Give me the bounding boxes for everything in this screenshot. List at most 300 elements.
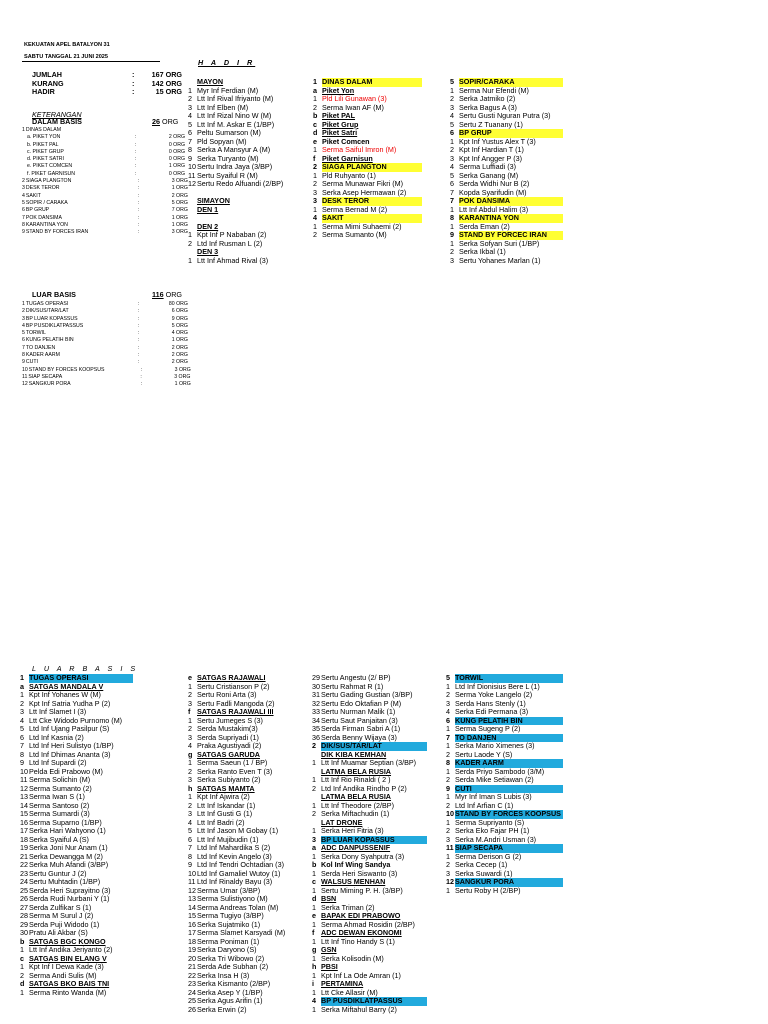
roster-row-text: Ltt Inf Muamar Septian (3/BP)	[321, 758, 417, 767]
summary-item: 3 DESK TEROR : 1 ORG	[22, 185, 188, 192]
roster-row-number: 1	[312, 902, 316, 912]
roster-row-text: Sertu Miming P. H. (3/BP)	[321, 885, 403, 895]
stat-value: 15 ORG	[155, 87, 182, 96]
roster-row-text: Serda Ade Subhan (2)	[197, 962, 269, 971]
roster-row-number: 9	[188, 153, 192, 163]
roster-row-text: Serka A Mansyur A (M)	[197, 145, 271, 154]
roster-row-text: SATGAS MAMTA	[197, 783, 255, 793]
roster-row-text: Ltt Inf Tino Handy S (1)	[321, 936, 395, 946]
roster-row-number: 1	[446, 792, 450, 801]
roster-row-text: Serda Heri Siswanto (3)	[321, 868, 398, 878]
roster-row	[188, 180, 283, 189]
roster-row-number: 18	[188, 936, 196, 946]
roster-row-number: 1	[312, 987, 316, 997]
summary-item: c. PIKET GRUP : 0 ORG	[22, 149, 188, 156]
roster-row-text: TUGAS OPERASI	[29, 674, 133, 683]
roster-row-text: BAPAK EDI PRABOWO	[321, 911, 401, 920]
roster-row-number: g	[312, 945, 317, 954]
roster-row-number: 1	[188, 681, 192, 691]
roster-row-text: Kpt Inf Hardian T (1)	[459, 145, 524, 154]
summary-item-value: 3 ORG	[174, 373, 191, 380]
hadir-title: H A D I R	[198, 58, 256, 67]
roster-row-number: 1	[312, 758, 316, 767]
roster-row-text: Serma Santoso (2)	[29, 800, 90, 810]
roster-row-text: Sertu Cristianson P (2)	[197, 681, 270, 691]
roster-row-number: f	[188, 707, 191, 716]
hadir-column-mayon	[188, 78, 283, 265]
roster-row-number: 25	[188, 996, 196, 1005]
roster-row-text: Pratu Ali Akbar (S)	[29, 928, 88, 937]
roster-row	[20, 989, 133, 998]
roster-row-text: Myr Inf Ferdian (M)	[197, 85, 259, 95]
roster-row-text: Ltd Inf Mahardika S (2)	[197, 843, 271, 852]
summary-item-label: DINAS DALAM	[25, 127, 62, 133]
roster-row-number: 1	[446, 851, 450, 861]
roster-row-text: Sertu Jumeges S (3)	[197, 715, 263, 725]
roster-row-text: CUTI	[455, 785, 563, 794]
summary-item: 12 SANGKUR PORA : 1 ORG	[22, 381, 191, 388]
roster-row-number: 2	[446, 826, 450, 835]
roster-row-text: Serda Hans Stenly (1)	[455, 698, 526, 708]
roster-row-text: Serka Suwardi (1)	[455, 868, 513, 878]
roster-row-number: 7	[20, 741, 24, 750]
roster-row-text: ADC DANPUSSENIF	[321, 843, 391, 852]
roster-row-text: LATMA BELA RUSIA	[321, 766, 392, 776]
roster-row-text: Serma Saiful Imron (M)	[322, 145, 397, 154]
summary-item: 9 CUTI : 2 ORG	[22, 359, 188, 366]
summary-item: 3 BP LUAR KOPASSUS : 9 ORG	[22, 315, 188, 322]
roster-row-text: Serka Kolisodin (M)	[321, 953, 384, 963]
summary-item: 5 TORWIL : 4 ORG	[22, 330, 188, 337]
summary-item-label: d. PIKET SATRI	[27, 156, 64, 163]
roster-row-number: d	[20, 979, 25, 988]
roster-row-text: Ltt Inf Iskandar (1)	[197, 800, 256, 810]
roster-row-text: Serka Hari Wahyono (1)	[29, 826, 106, 835]
roster-row-text: MAYON	[197, 77, 224, 86]
roster-row-number: 1	[450, 238, 454, 248]
roster-row-number: 3	[188, 698, 192, 708]
roster-row-text: Sertu Fadli Mangoda (2)	[197, 698, 275, 708]
roster-row-number: 2	[188, 800, 192, 810]
roster-row-text: SAKIT	[322, 214, 422, 223]
roster-row-text: Serda Mustakim(3)	[197, 724, 258, 733]
roster-row-text: DINAS DALAM	[322, 78, 422, 87]
roster-row-text: Ltt Inf Theodore (2/BP)	[321, 800, 394, 810]
roster-row-text: Serka Asep Y (1/BP)	[197, 987, 263, 997]
roster-row-number: 15	[188, 911, 196, 920]
roster-row-number: 28	[20, 911, 28, 920]
roster-row-text: Kpt Inf P Nababan (2)	[197, 230, 267, 239]
roster-row-number: 2	[20, 970, 24, 980]
roster-row-text: LATMA BELA RUSIA	[321, 792, 392, 801]
roster-row-number: 2	[188, 766, 192, 776]
roster-row-text: Ltd Inf Supardi (2)	[29, 758, 87, 767]
roster-row-number: 1	[312, 800, 316, 810]
roster-row-text: BP LUAR KOPASSUS	[321, 836, 427, 845]
roster-row-number: 2	[313, 102, 317, 112]
roster-row-text: Pld Ruhyanto (1)	[322, 170, 376, 180]
roster-row-text: Sertu Angestu (2/ BP)	[321, 673, 391, 682]
stat-row: JUMLAH : 167 ORG	[32, 70, 182, 79]
roster-row-number: 30	[312, 681, 320, 691]
roster-row-text: Ltt Inf Elben (M)	[197, 102, 249, 112]
roster-row-text: Ltd Inf Dionisius Bere L (1)	[455, 681, 540, 691]
roster-row-text: Sertu Yohanes Marlan (1)	[459, 255, 541, 265]
roster-row-text: Ltd Inf Heri Sulistyo (1/BP)	[29, 741, 114, 750]
stat-value: 167 ORG	[151, 70, 182, 79]
roster-row-number: b	[20, 936, 25, 946]
roster-row-number: 25	[20, 885, 28, 895]
roster-row-number: 16	[188, 919, 196, 929]
roster-row-text: Serma Luffiadi (3)	[459, 162, 516, 171]
luar-column-1	[20, 674, 133, 997]
roster-row-number: 1	[312, 826, 316, 835]
roster-row-text: Serka Triman (2)	[321, 902, 375, 912]
roster-row-number: c	[313, 119, 317, 129]
roster-row	[312, 1006, 427, 1015]
roster-row-text: Serma Munawar Fikri (M)	[322, 179, 404, 188]
roster-row-number: 2	[446, 800, 450, 810]
roster-row-text: Serka Kismanto (2/BP)	[197, 979, 271, 988]
roster-row-number: 1	[312, 919, 316, 929]
roster-row-number: 8	[20, 749, 24, 759]
roster-row-number: 13	[20, 792, 28, 801]
roster-row-text: Ltt Inf Andika Jeriyanto (2)	[29, 945, 113, 954]
roster-row-number: 2	[446, 775, 450, 784]
roster-row-text: Serka Erwin (2)	[197, 1004, 247, 1014]
roster-row-text: Serka Edi Permana (3)	[455, 707, 529, 716]
roster-row-text: Sertu Gusti Nguran Putra (3)	[459, 111, 551, 120]
roster-row-number: 2	[312, 741, 316, 750]
roster-row-text: Serka Agus Arifin (1)	[197, 996, 263, 1005]
roster-row-text: ADC DEWAN EKONOMI	[321, 928, 402, 937]
summary-item-value: 5 ORG	[171, 322, 188, 329]
summary-item-label: SAKIT	[25, 192, 41, 199]
summary-item-label: KARANTINA YON	[25, 221, 68, 228]
summary-item: 10 STAND BY FORCES KOOPSUS : 3 ORG	[22, 366, 191, 373]
roster-row-text: Serka Turyanto (M)	[197, 153, 259, 163]
summary-item: 4 SAKIT : 2 ORG	[22, 192, 188, 199]
roster-row-number: 1	[446, 681, 450, 691]
luar-basis-unit: ORG	[165, 290, 182, 299]
roster-row-text: Serka Dewangga M (2)	[29, 851, 103, 861]
roster-row-number: 6	[20, 732, 24, 742]
roster-row-number: a	[313, 85, 317, 95]
roster-row-text: Serka Heri Fitria (3)	[321, 826, 384, 835]
roster-row-number: a	[312, 843, 316, 852]
roster-row-number: 12	[188, 885, 196, 895]
roster-row-number: 30	[20, 928, 28, 937]
roster-row-text: Ltt Cke Widodo Purnomo (M)	[29, 715, 123, 725]
roster-row-number: e	[188, 673, 192, 682]
summary-item-value: 2 ORG	[171, 359, 188, 366]
roster-row-number: 7	[188, 136, 192, 146]
roster-row-number: 7	[188, 843, 192, 852]
dalam-basis-value: 26	[152, 117, 160, 126]
summary-item-value: 0 ORG	[168, 170, 185, 177]
roster-row-number: h	[312, 962, 317, 971]
roster-row-number: 34	[312, 715, 320, 725]
roster-row-number: 3	[450, 153, 454, 163]
summary-item: 6 KUNG PELATIH BIN : 1 ORG	[22, 337, 188, 344]
roster-row-text: Serma Saeun (1 / BP)	[197, 758, 268, 767]
roster-row-text: Serma M Surul J (2)	[29, 911, 94, 920]
roster-row-number: h	[188, 783, 193, 793]
roster-row-number: 3	[188, 809, 192, 818]
stat-label: KURANG	[32, 78, 64, 88]
roster-row-number: d	[313, 128, 318, 137]
roster-row-number: 16	[20, 817, 28, 827]
roster-row-text: DEN 1	[197, 204, 219, 214]
roster-row-number: 10	[188, 868, 196, 878]
roster-row-text: SIAP SECAPA	[455, 844, 563, 853]
roster-row-text: Sertu Rahmat R (1)	[321, 681, 384, 691]
roster-row-number: 4	[450, 162, 454, 171]
summary-item-value: 3 ORG	[174, 366, 191, 373]
roster-row-number: 27	[20, 902, 28, 912]
roster-row-number: 3	[312, 834, 316, 844]
roster-row-text: Serma Sumardi (3)	[29, 809, 90, 818]
summary-item: b. PIKET PAL : 0 ORG	[22, 142, 188, 149]
roster-row-number: 1	[313, 145, 317, 154]
roster-row-text: Serda Supriyadi (1)	[197, 732, 259, 742]
roster-row-text: Serma Mimi Suhaemi (2)	[322, 221, 402, 231]
roster-row-number: 2	[446, 860, 450, 869]
roster-row-number: 1	[188, 792, 192, 801]
stat-label: HADIR	[32, 87, 55, 96]
luar-column-2	[188, 674, 285, 1014]
roster-row-number: 3	[313, 187, 317, 197]
roster-row-number: 29	[312, 673, 320, 682]
roster-row-number: 1	[20, 987, 24, 997]
roster-row-number: 1	[20, 673, 24, 682]
roster-row-text: Serka Ranto Even T (3)	[197, 766, 273, 776]
roster-row-number: 21	[20, 851, 28, 861]
luar-basis-value: 116	[152, 290, 164, 299]
summary-item: d. PIKET SATRI : 0 ORG	[22, 156, 188, 163]
roster-row-text: Serda Mike Setiawan (2)	[455, 775, 534, 784]
roster-row-text: Pelda Edi Prabowo (M)	[29, 766, 103, 776]
roster-row-number: 4	[188, 111, 192, 120]
roster-row-number: 8	[188, 851, 192, 861]
luar-basis-title: L U A R B A S I S	[32, 664, 139, 673]
roster-row-number: 3	[446, 868, 450, 878]
roster-row-number: 35	[312, 724, 320, 733]
roster-row-number: 1	[446, 817, 450, 827]
roster-row-number: d	[312, 894, 317, 903]
luar-column-4	[446, 674, 563, 895]
roster-row-number: f	[312, 928, 315, 937]
roster-row-text: Serka M.Andri Usman (3)	[455, 834, 537, 844]
roster-row	[446, 887, 563, 896]
roster-row-text: Ltt Inf Rio Rinaldi ( 2 )	[321, 775, 391, 784]
roster-row	[188, 206, 283, 215]
roster-row-number: e	[313, 136, 317, 146]
summary-item-label: STAND BY FORCES KOOPSUS	[28, 366, 105, 373]
roster-row-number: 4	[188, 817, 192, 827]
roster-row-text: WALSUS MENHAN	[321, 877, 386, 886]
roster-row-text: Serka Sujatmiko (1)	[197, 919, 261, 929]
roster-row-number: b	[313, 111, 318, 120]
luar-basis-label: LUAR BASIS	[32, 290, 76, 299]
roster-row-number: 1	[446, 724, 450, 733]
roster-row-number: 17	[20, 826, 28, 835]
summary-item: 6 BP GRUP : 7 ORG	[22, 207, 188, 214]
summary-item: 5 SOPIR / CARAKA : 5 ORG	[22, 199, 188, 206]
luar-basis-list	[22, 301, 191, 389]
roster-row-text: PBSI	[321, 962, 338, 971]
roster-row-text: Serka Dony Syahputra (3)	[321, 851, 405, 861]
roster-row-text: Ltt Inf Rizal Nino W (M)	[197, 111, 272, 120]
roster-row-number: 4	[20, 715, 24, 725]
roster-row-number: 6	[450, 128, 454, 137]
roster-row-text: PERTAMINA	[321, 979, 364, 988]
roster-row-text: Ltt Inf Slamet I (3)	[29, 707, 87, 716]
roster-row-number: 10	[188, 162, 196, 171]
summary-item-value: 0 ORG	[168, 141, 185, 148]
summary-item-value: 3 ORG	[171, 178, 188, 185]
roster-row-text: Sertu Roni Arta (3)	[197, 690, 257, 699]
summary-item-value: 1 ORG	[171, 337, 188, 344]
roster-row-text: Pld Sopyan (M)	[197, 136, 247, 146]
summary-item-value: 1 ORG	[174, 381, 191, 388]
summary-item-label: f. PIKET GARNISUN	[27, 170, 76, 177]
roster-row-text: Serma Iwan AF (M)	[322, 102, 384, 112]
roster-row-text: BP GRUP	[459, 129, 563, 138]
roster-row-number: 23	[188, 979, 196, 988]
roster-row-number: 14	[20, 800, 28, 810]
roster-row-text: DIK/SUS/TAR/LAT	[321, 742, 427, 751]
roster-row-text: Kpt Inf La Ode Amran (1)	[321, 970, 401, 980]
roster-row-number: 1	[312, 970, 316, 980]
roster-row-number: 13	[188, 894, 196, 903]
roster-row-text: Serda Rudi Nurbani Y (1)	[29, 894, 110, 903]
roster-row-text: Serka Eko Fajar PH (1)	[455, 826, 530, 835]
summary-item: 2 SIAGA PLANGTON : 3 ORG	[22, 178, 188, 185]
summary-item-label: KADER AARM	[25, 352, 60, 359]
summary-item-label: c. PIKET GRUP	[27, 148, 64, 155]
report-date: SABTU TANGGAL 21 JUNI 2025	[24, 54, 109, 60]
roster-row-text: Serda Heri Suprayitno (3)	[29, 885, 111, 895]
roster-row-number: 29	[20, 919, 28, 929]
summary-item-label: SOPIR / CARAKA	[25, 199, 68, 206]
roster-row-text: DIK KIBA KEMHAN	[321, 749, 387, 759]
roster-row-text: Serma Supriyanto (S)	[455, 817, 525, 827]
roster-row-number: 7	[450, 187, 454, 197]
roster-row-number: 2	[446, 749, 450, 759]
summary-item-value: 2 ORG	[171, 344, 188, 351]
roster-row-number: 1	[313, 77, 317, 86]
roster-row-text: Serka Miftachudin (1)	[321, 809, 390, 818]
summary-item: 9 STAND BY FORCES IRAN : 3 ORG	[22, 229, 188, 236]
roster-row-text: SATGAS BIN ELANG V	[29, 953, 107, 963]
roster-row-text: DEN 3	[197, 247, 219, 256]
roster-row-text: Serda Zulfikar S (1)	[29, 902, 92, 912]
roster-row-text: Serka Insa H (3)	[197, 970, 250, 980]
summary-item-label: TUGAS OPERASI	[25, 301, 69, 307]
roster-row-number: 12	[446, 877, 454, 886]
roster-row-number: 1	[312, 775, 316, 784]
roster-row-number: a	[20, 681, 24, 691]
roster-row	[450, 257, 563, 266]
summary-item: 2 DIK/SUS/TAR/LAT : 6 ORG	[22, 308, 188, 315]
summary-item-value: 80 ORG	[168, 301, 188, 307]
roster-row-text: Sertu Muhtadin (1/BP)	[29, 877, 101, 886]
roster-row-number: 6	[446, 715, 450, 725]
roster-row-text: Peltu Sumarson (M)	[197, 128, 261, 137]
roster-row-text: Serda Benny Wijaya (3)	[321, 732, 397, 742]
roster-row-text: Sertu Roby H (2/BP)	[455, 885, 521, 895]
roster-row-text: Ltd Inf Gamaliel Wutoy (1)	[197, 868, 281, 878]
roster-row-text: Serda Puji Widodo (1)	[29, 919, 100, 929]
roster-row	[188, 1006, 285, 1015]
roster-row-number: 3	[188, 732, 192, 742]
roster-row-number: 11	[446, 843, 454, 852]
roster-row-text: SOPIR/CARAKA	[459, 78, 563, 87]
roster-row-number: 11	[20, 775, 28, 784]
roster-row-text: Ltd Inf Dhimas Ananta (3)	[29, 749, 111, 759]
roster-row-number: 23	[20, 868, 28, 878]
roster-row-text: Serma Andreas Tolan (M)	[197, 902, 279, 912]
roster-row-number: 1	[188, 758, 192, 767]
roster-row-number: 6	[188, 128, 192, 137]
roster-row-text: Sertu Syaiful R (M)	[197, 170, 258, 180]
summary-item: 8 KADER AARM : 2 ORG	[22, 352, 188, 359]
roster-row-text: SIMAYON	[197, 196, 230, 205]
roster-row-text: Serma Derison G (2)	[455, 851, 522, 861]
roster-row-number: 32	[312, 698, 320, 708]
roster-row-number: 1	[450, 85, 454, 95]
roster-row-text: Serka Ikbal (1)	[459, 247, 506, 256]
roster-row-text: Serka Asep Hermawan (2)	[322, 187, 407, 197]
roster-row-number: 6	[450, 179, 454, 188]
summary-item-label: a. PIKET YON	[27, 134, 61, 141]
roster-row-number: f	[313, 153, 316, 163]
dalam-basis-list	[22, 127, 188, 236]
roster-row	[188, 257, 283, 266]
roster-row-number: 4	[313, 213, 317, 222]
roster-row-text: Ltt Inf Jason M Gobay (1)	[197, 826, 279, 835]
summary-item-value: 3 ORG	[171, 229, 188, 236]
roster-row-text: Serma Ahmad Rosidin (2/BP)	[321, 919, 415, 929]
roster-row-text: KUNG PELATIH BIN	[455, 717, 563, 726]
summary-item-label: CUTI	[25, 359, 38, 366]
roster-row-number: 17	[188, 928, 196, 937]
summary-item-label: BP PUSDIKLATPASSUS	[25, 322, 84, 329]
header-rule	[22, 61, 160, 62]
dalam-basis-label: DALAM BASIS	[32, 117, 82, 126]
summary-item-value: 6 ORG	[171, 308, 188, 315]
roster-row-text: LAT DRONE	[321, 817, 363, 827]
roster-row-number: 10	[446, 809, 454, 818]
roster-row-text: SATGAS GARUDA	[197, 749, 260, 759]
roster-row-text: Ltd Inf Tendri Ochtadian (3)	[197, 860, 284, 869]
dalam-basis-unit: ORG	[162, 117, 179, 126]
roster-row-number: 3	[446, 698, 450, 708]
roster-row-number: 15	[20, 809, 28, 818]
summary-item-value: 4 ORG	[171, 330, 188, 337]
roster-row-text: Serda Priyo Sambodo (3/M)	[455, 766, 545, 776]
roster-row-number: 19	[20, 843, 28, 852]
summary-item-value: 2 ORG	[171, 192, 188, 199]
summary-item: e. PIKET COMCEN : 1 ORG	[22, 163, 188, 170]
roster-row-text: SATGAS RAJAWALI	[197, 673, 266, 682]
roster-row-text: DEN 2	[197, 221, 219, 231]
roster-row-text: Serma Sulistiyono (M)	[197, 894, 268, 903]
summary-item-label: TO DANJEN	[25, 344, 56, 351]
roster-row-text: Sertu Indra Jaya (3/BP)	[197, 162, 273, 171]
roster-row-text: Ltt Inf Abdul Halim (3)	[459, 204, 529, 214]
